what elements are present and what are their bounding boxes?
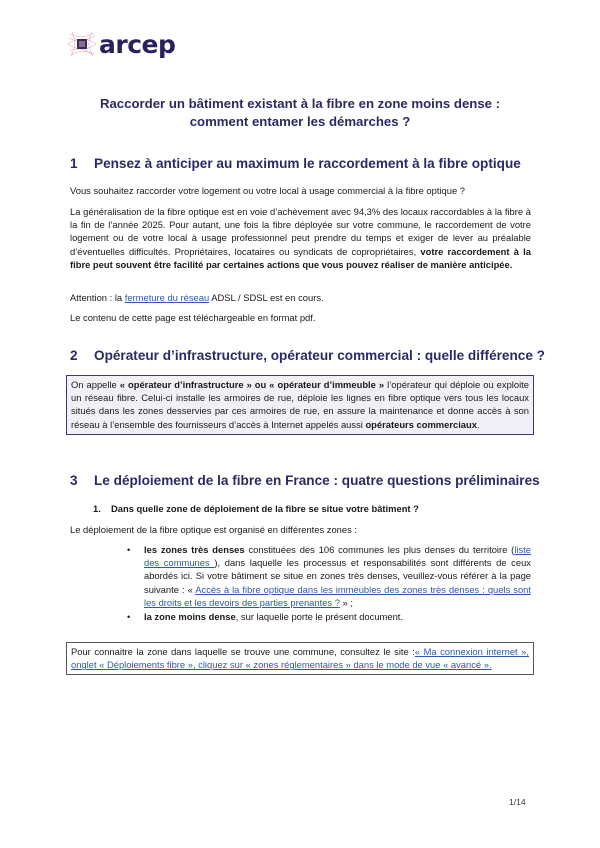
box-text: l’opérateur qui déploie ou exploite un réseau fibre. Celui-ci installe les armoires de rue, déploie les lignes en fibre optique vers tous les locaux situés dans les zones desservies par ces armoires de rue, en assure la maintenance et donne accès à son réseau à l’ensemble des fournisseurs d’accès à Internet appelés aussi <box>71 379 529 430</box>
section-title: Opérateur d’infrastructure, opérateur commercial : quelle différence ? <box>94 348 545 363</box>
section-title: Pensez à anticiper au maximum le raccordement à la fibre optique <box>94 156 521 171</box>
paragraph-text: La généralisation de la fibre optique est en voie d’achèvement avec 94,3% des locaux raccordables à la fibre à la fin de l’année 2025. Pour autant, une fois la fibre déployée sur votre commune, le raccordement de votre logement ou de votre local à usage professionnel peut prendre du temps et exiger de lever au préalable d’éventuelles difficultés. Propriétaires, locataires ou syndicats de copropriétaires, <box>70 206 531 257</box>
zone-name: les zones très denses <box>144 544 245 555</box>
box-term: opérateurs commerciaux <box>365 418 477 430</box>
page-number: 1/14 <box>509 797 526 807</box>
note-box <box>66 642 534 675</box>
list-item <box>124 543 531 609</box>
list-text: , sur laquelle porte le présent document. <box>235 611 403 623</box>
section-number: 3 <box>70 473 78 488</box>
attention-text: ADSL / SDSL est en cours. <box>209 292 324 303</box>
document-title: Raccorder un bâtiment existant à la fibre en zone moins dense : comment entamer les démarches ? <box>99 96 501 129</box>
box-text: . <box>476 418 480 430</box>
box-text: On appelle <box>71 379 120 390</box>
ma-connexion-internet-link[interactable]: « Ma connexion internet », onglet « Déploiements fibre », cliquez sur « zones réglementaires » dans le mode de vue « avancé ». <box>71 646 529 671</box>
list-item <box>124 610 531 623</box>
section-2-heading <box>70 347 545 365</box>
list-text: constituées des 106 communes les plus denses du territoire ( <box>244 544 515 555</box>
bullet-icon: • <box>127 544 131 555</box>
bullet-icon: • <box>127 611 131 623</box>
zone-name: la zone moins dense <box>144 611 236 623</box>
section-3-heading <box>70 472 540 490</box>
definition-box <box>66 375 534 435</box>
communes-list-link[interactable]: liste des communes <box>144 544 531 569</box>
subquestion-heading <box>93 502 419 515</box>
section-1-paragraph-3 <box>70 291 531 304</box>
section-number: 1 <box>70 156 78 171</box>
arcep-logo-mark-icon <box>68 30 96 58</box>
network-closure-link[interactable]: fermeture du réseau <box>124 292 210 303</box>
zone-list <box>124 543 531 624</box>
section-1-paragraph-2 <box>70 205 531 271</box>
arcep-logo <box>68 24 175 64</box>
section-number: 2 <box>70 348 78 363</box>
section-1-heading <box>70 155 521 173</box>
attention-label: Attention : la <box>70 292 125 303</box>
section-3-intro: Le déploiement de la fibre optique est organisé en différentes zones : <box>70 524 357 535</box>
list-text: » ; <box>339 596 353 608</box>
subquestion-text: Dans quelle zone de déploiement de la fibre se situe votre bâtiment ? <box>111 503 419 514</box>
section-1-paragraph-4: Le contenu de cette page est téléchargeable en format pdf. <box>70 312 316 323</box>
section-title: Le déploiement de la fibre en France : quatre questions préliminaires <box>94 473 540 488</box>
very-dense-zones-page-link[interactable]: Accès à la fibre optique dans les immeubles des zones très denses : quels sont les droits et les devoirs des parties prenantes ? <box>144 583 531 608</box>
note-text: Pour connaitre la zone dans laquelle se trouve une commune, consultez le site : <box>71 646 415 657</box>
box-term: « opérateur d’infrastructure » ou « opérateur d’immeuble » <box>119 379 385 390</box>
section-1-paragraph-1: Vous souhaitez raccorder votre logement ou votre local à usage commercial à la fibre optique ? <box>70 185 466 196</box>
paragraph-emphasis: votre raccordement à la fibre peut souvent être facilité par certaines actions que vous pouvez réaliser de manière anticipée. <box>70 245 531 270</box>
subquestion-number: 1. <box>93 503 101 514</box>
logo-text: arcep <box>99 29 176 59</box>
list-text: ), dans laquelle les processus et responsabilités sont différents de ceux abordés ici. Si votre bâtiment se situe en zones très denses, veuillez-vous référer à la page suivante : « <box>144 557 531 595</box>
